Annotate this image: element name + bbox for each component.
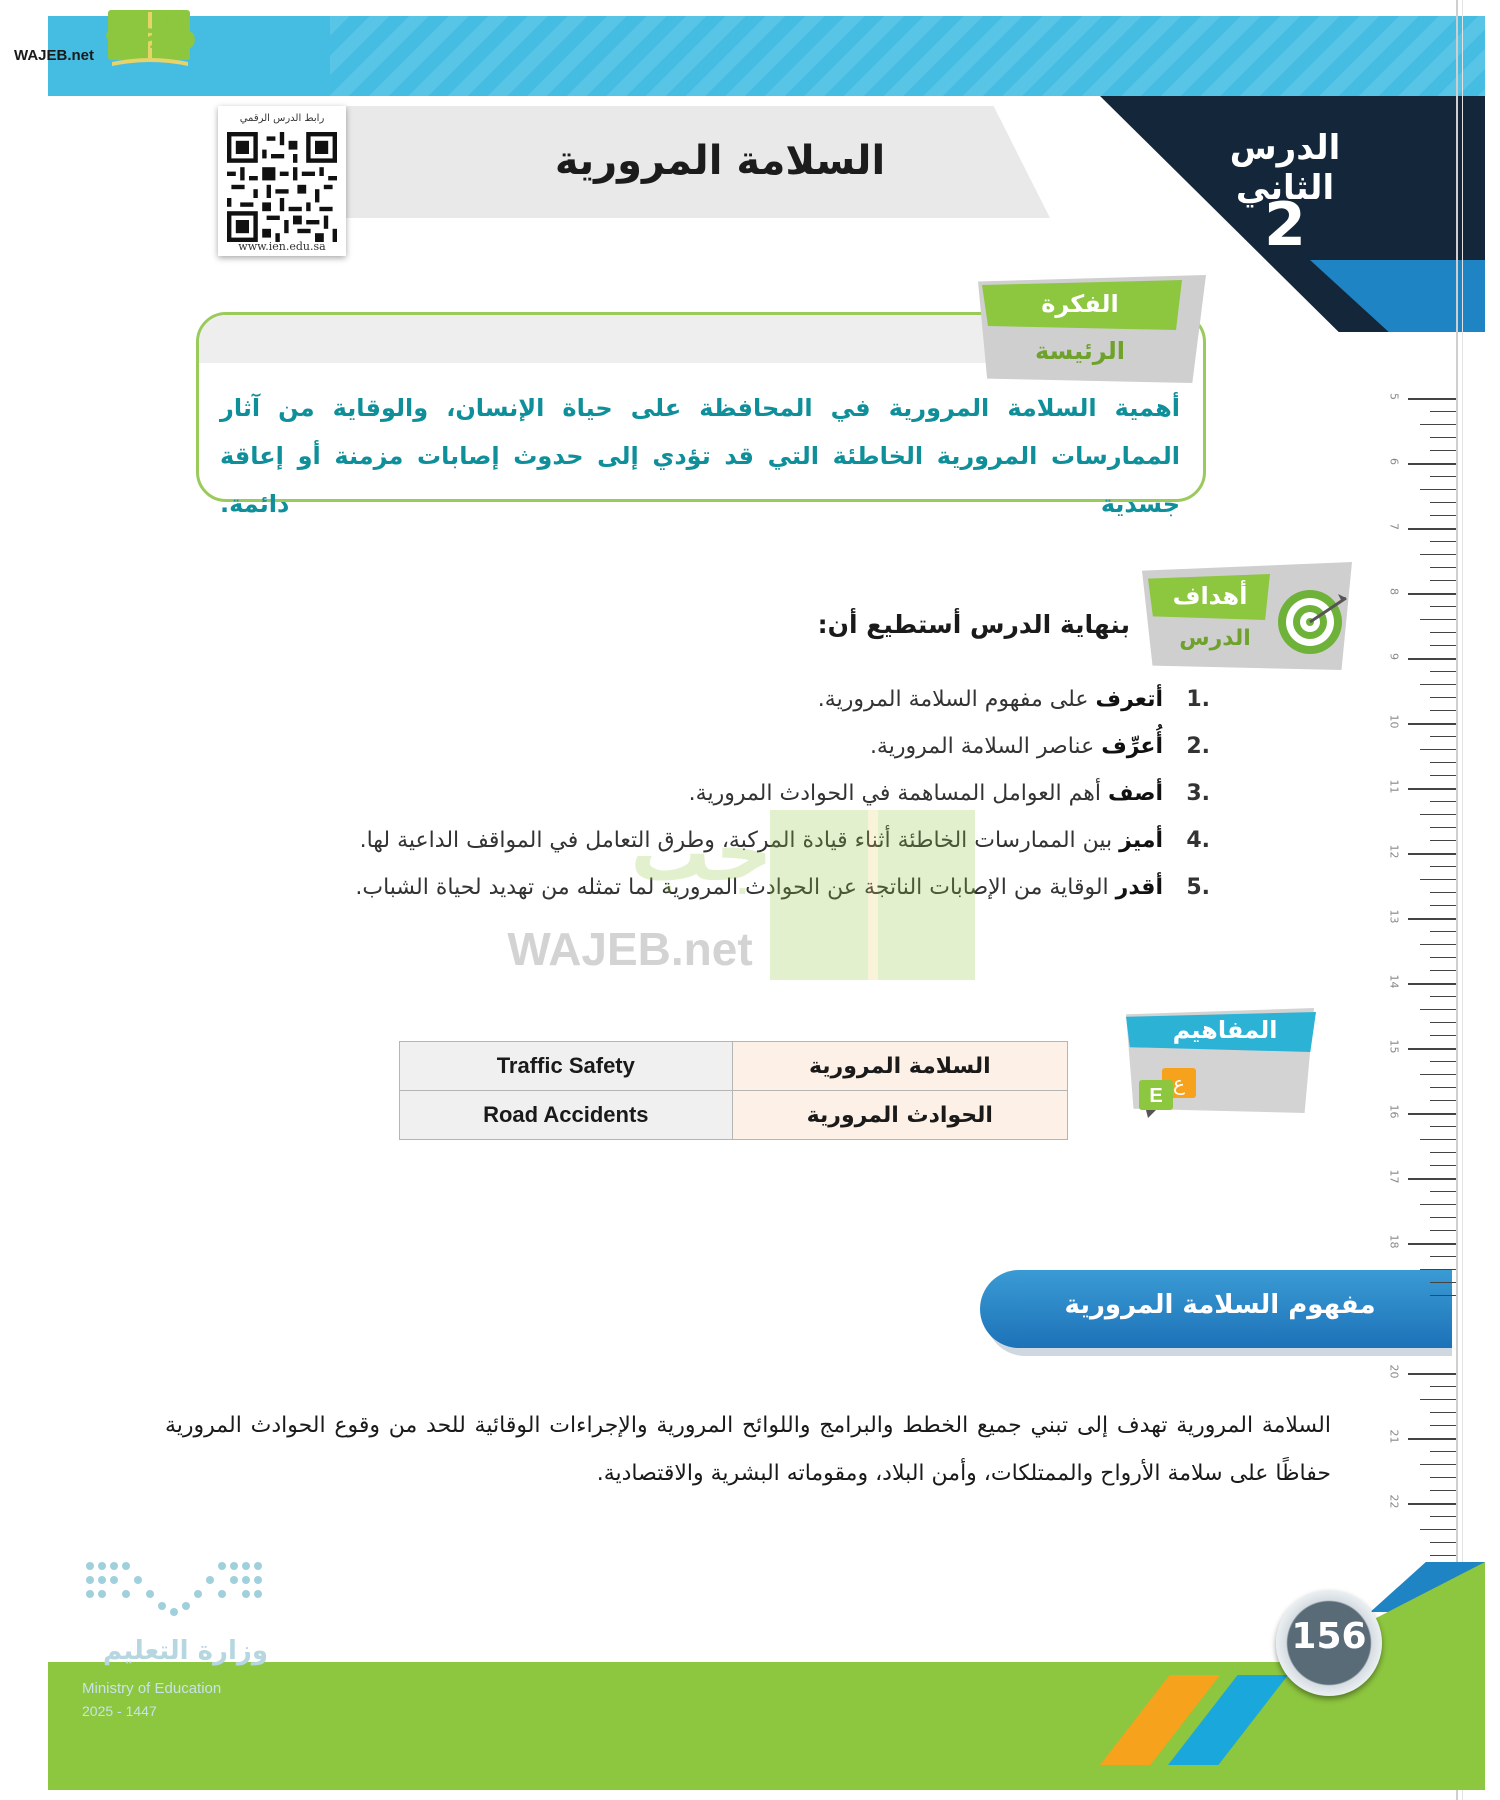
ruler-minor-tick (1420, 684, 1456, 685)
ruler (1456, 0, 1458, 1800)
ruler-tick (1408, 528, 1456, 530)
ruler-minor-tick (1420, 879, 1456, 880)
ruler-minor-tick (1420, 944, 1456, 945)
ruler-minor-tick (1430, 1152, 1456, 1153)
ruler-minor-tick (1430, 840, 1456, 841)
logo-ar-text: واجب (104, 11, 198, 51)
ruler-minor-tick (1420, 1269, 1456, 1270)
watermark-ar: واجب (630, 806, 850, 899)
ruler-minor-tick (1430, 1282, 1456, 1283)
ruler-minor-tick (1430, 1295, 1456, 1296)
ruler-tick (1408, 1178, 1456, 1180)
ruler-minor-tick (1430, 1555, 1456, 1556)
ruler-minor-tick (1430, 1386, 1456, 1387)
ruler-minor-tick (1430, 1230, 1456, 1231)
ruler-minor-tick (1430, 450, 1456, 451)
ruler-tick-label: 18 (1387, 1234, 1401, 1249)
ruler-minor-tick (1430, 1100, 1456, 1101)
ruler-minor-tick (1420, 1074, 1456, 1075)
ruler-minor-tick (1430, 1035, 1456, 1036)
ruler-minor-tick (1430, 905, 1456, 906)
ruler-tick-label: 9 (1387, 653, 1401, 660)
ruler-minor-tick (1430, 1490, 1456, 1491)
ruler-minor-tick (1430, 606, 1456, 607)
ruler-minor-tick (1430, 1256, 1456, 1257)
svg-text:E: E (1149, 1085, 1163, 1107)
ministry-year: 2025 - 1447 (82, 1703, 157, 1719)
ruler-minor-tick (1430, 892, 1456, 893)
ruler-tick (1408, 1048, 1456, 1050)
concepts-table (399, 1041, 1068, 1140)
ruler-minor-tick (1430, 970, 1456, 971)
ruler-minor-tick (1430, 1022, 1456, 1023)
ruler-minor-tick (1430, 775, 1456, 776)
ruler-minor-tick (1420, 1529, 1456, 1530)
main-idea-tab-title: الفكرة (1041, 290, 1119, 318)
ruler-minor-tick (1430, 1061, 1456, 1062)
ruler-tick (1408, 1503, 1456, 1505)
ministry-logo-icon (82, 1558, 272, 1620)
ruler-minor-tick (1420, 814, 1456, 815)
ruler-minor-tick (1430, 1412, 1456, 1413)
ruler-minor-tick (1430, 1451, 1456, 1452)
ruler-minor-tick (1430, 580, 1456, 581)
ministry-name-ar: وزارة التعليم (103, 1636, 268, 1666)
ruler-tick-label: 10 (1387, 714, 1401, 729)
ruler-minor-tick (1430, 1516, 1456, 1517)
ruler-minor-tick (1420, 1139, 1456, 1140)
lesson-label: الدرس الثاني (1229, 128, 1341, 208)
table-row (400, 1091, 1068, 1140)
main-idea-text: أهمية السلامة المرورية في المحافظة على حياة الإنسان، والوقاية من آثار الممارسات المرورية الخاطئة التي قد تؤدي إلى حدوث إصابات مزمنة أو إعاقة جسدية دائمة. (220, 394, 1180, 518)
ruler-minor-tick (1430, 502, 1456, 503)
concept-en: Traffic Safety (400, 1042, 733, 1091)
concept-ar: السلامة المرورية (732, 1042, 1067, 1091)
ruler-edge (1462, 0, 1463, 1800)
ruler-tick (1408, 398, 1456, 400)
ruler-tick (1408, 918, 1456, 920)
ruler-minor-tick (1430, 411, 1456, 412)
ruler-tick-label: 22 (1387, 1494, 1401, 1509)
ruler-minor-tick (1430, 801, 1456, 802)
ruler-tick (1408, 853, 1456, 855)
ruler-minor-tick (1420, 1204, 1456, 1205)
ruler-minor-tick (1420, 424, 1456, 425)
watermark-en: WAJEB.net (507, 923, 753, 975)
ruler-minor-tick (1430, 541, 1456, 542)
ruler-tick-label: 6 (1387, 458, 1401, 465)
ruler-minor-tick (1430, 736, 1456, 737)
ruler-tick-label: 11 (1387, 779, 1401, 794)
objective-item: .5 أقدر الوقاية من الإصابات الناتجة عن الحوادث المرورية لما تمثله من تهديد لحياة الشباب. (355, 875, 1210, 900)
ruler-minor-tick (1430, 437, 1456, 438)
ruler-minor-tick (1430, 1191, 1456, 1192)
ruler-minor-tick (1420, 619, 1456, 620)
ruler-tick (1408, 593, 1456, 595)
ruler-tick (1408, 723, 1456, 725)
qr-url[interactable]: www.ien.edu.sa (238, 240, 326, 253)
ministry-name-en: Ministry of Education (82, 1680, 222, 1697)
ruler-minor-tick (1430, 1425, 1456, 1426)
concept-en: Road Accidents (400, 1091, 733, 1140)
ruler-tick (1408, 788, 1456, 790)
ruler-tick-label: 16 (1387, 1104, 1401, 1119)
ruler-minor-tick (1430, 567, 1456, 568)
lesson-number: 2 (1264, 190, 1306, 260)
ruler-minor-tick (1430, 762, 1456, 763)
wajeb-watermark (470, 800, 990, 990)
section-title: مفهوم السلامة المرورية (1064, 1290, 1376, 1320)
objective-item: .4 أميز بين الممارسات الخاطئة أثناء قيادة المركبة، وطرق التعامل في المواقف الداعية لها. (359, 828, 1210, 853)
ruler-minor-tick (1430, 1217, 1456, 1218)
ruler-minor-tick (1430, 957, 1456, 958)
ruler-minor-tick (1430, 827, 1456, 828)
main-idea-tab-subtitle: الرئيسة (1035, 337, 1125, 365)
ruler-minor-tick (1430, 1087, 1456, 1088)
ruler-tick-label: 13 (1387, 909, 1401, 924)
ruler-minor-tick (1430, 476, 1456, 477)
main-idea-box-header (199, 315, 999, 363)
ruler-tick-label: 14 (1387, 974, 1401, 989)
ruler-minor-tick (1420, 749, 1456, 750)
ruler-tick-label: 21 (1387, 1429, 1401, 1444)
objectives-tab-subtitle: الدرس (1179, 626, 1251, 651)
objectives-intro: بنهاية الدرس أستطيع أن: (817, 610, 1130, 639)
ruler-minor-tick (1420, 489, 1456, 490)
ruler-minor-tick (1430, 1126, 1456, 1127)
ruler-minor-tick (1430, 866, 1456, 867)
header-band-pattern (330, 16, 1485, 96)
ruler-tick (1408, 1373, 1456, 1375)
ruler-tick-label: 5 (1387, 393, 1401, 400)
ruler-tick-label: 15 (1387, 1039, 1401, 1054)
objective-item: .3 أصف أهم العوامل المساهمة في الحوادث المرورية. (688, 781, 1210, 806)
table-row (400, 1042, 1068, 1091)
section-paragraph: السلامة المرورية تهدف إلى تبني جميع الخطط والبرامج واللوائح المرورية والإجراءات الوقائية للحد من وقوع الحوادث المرورية حفاظًا على سلامة الأرواح والممتلكات، وأمن البلاد، ومقوماته البشرية والاقتصادية. (165, 1413, 1331, 1486)
ruler-tick-label: 8 (1387, 588, 1401, 595)
ruler-tick (1408, 1113, 1456, 1115)
wajeb-logo[interactable] (0, 0, 205, 80)
ruler-tick (1408, 463, 1456, 465)
logo-en-text: WAJEB.net (14, 47, 95, 64)
ruler-minor-tick (1420, 1009, 1456, 1010)
ruler-minor-tick (1430, 1165, 1456, 1166)
ruler-tick (1408, 658, 1456, 660)
ruler-tick-label: 20 (1387, 1364, 1401, 1379)
svg-text:ع: ع (1173, 1071, 1185, 1095)
objectives-tab-title: أهداف (1172, 582, 1248, 610)
ruler-minor-tick (1430, 515, 1456, 516)
ruler-tick-label: 7 (1387, 523, 1401, 530)
ruler-minor-tick (1420, 554, 1456, 555)
language-icon (1134, 1062, 1214, 1122)
objective-item: .2 أُعرِّف عناصر السلامة المرورية. (869, 734, 1210, 759)
concepts-label: المفاهيم (1172, 1016, 1278, 1044)
ruler-tick (1408, 983, 1456, 985)
concept-ar: الحوادث المرورية (732, 1091, 1067, 1140)
ruler-minor-tick (1430, 671, 1456, 672)
ruler-minor-tick (1430, 632, 1456, 633)
page-title: السلامة المرورية (554, 138, 886, 184)
ruler-minor-tick (1430, 645, 1456, 646)
ruler-tick (1408, 1438, 1456, 1440)
ruler-minor-tick (1430, 1542, 1456, 1543)
ruler-minor-tick (1430, 697, 1456, 698)
qr-label: رابط الدرس الرقمي (239, 113, 325, 124)
ruler-tick (1408, 1243, 1456, 1245)
ruler-minor-tick (1430, 931, 1456, 932)
ruler-minor-tick (1430, 996, 1456, 997)
ruler-minor-tick (1430, 710, 1456, 711)
objective-item: .1 أتعرف على مفهوم السلامة المرورية. (817, 687, 1210, 712)
page-number: 156 (1291, 1616, 1367, 1657)
ruler-minor-tick (1420, 1464, 1456, 1465)
ruler-minor-tick (1430, 1477, 1456, 1478)
ruler-minor-tick (1420, 1399, 1456, 1400)
ruler-tick-label: 12 (1387, 844, 1401, 859)
ruler-tick-label: 17 (1387, 1169, 1401, 1184)
target-icon (1272, 580, 1352, 660)
qr-code-icon[interactable] (227, 132, 337, 242)
